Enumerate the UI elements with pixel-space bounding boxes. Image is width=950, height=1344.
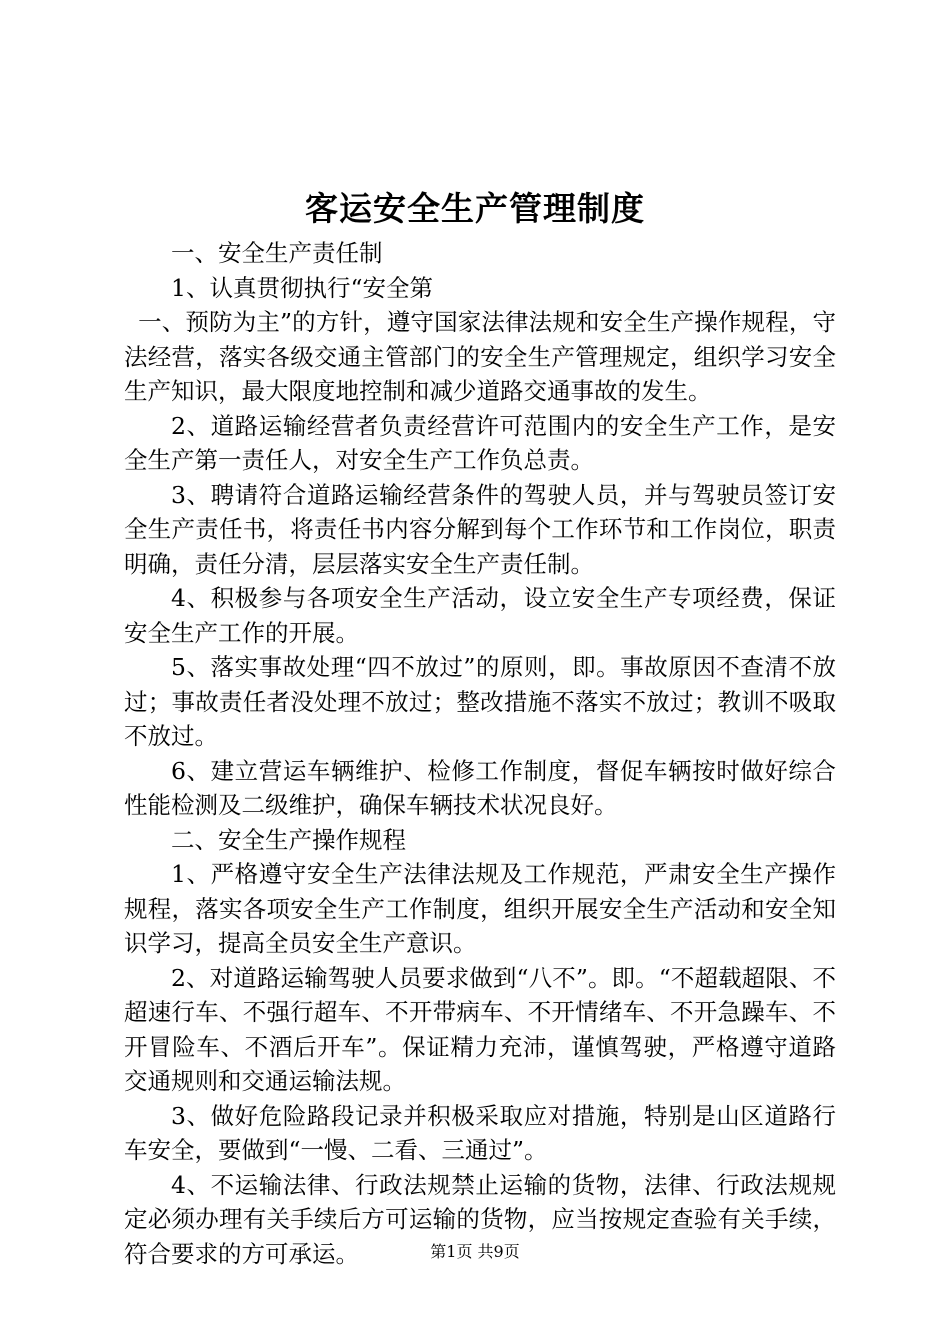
paragraph: 3、做好危险路段记录并积极采取应对措施，特别是山区道路行车安全，要做到“一慢、二看、三通过”。 [124,1101,836,1164]
paragraph: 2、道路运输经营者负责经营许可范围内的安全生产工作，是安全生产第一责任人，对安全生产工作负总责。 [124,411,836,474]
paragraph: 1、认真贯彻执行“安全第 [171,273,433,302]
page-number: 第1页 共9页 [430,1242,520,1261]
document-title: 客运安全生产管理制度 [305,189,645,228]
paragraph: 4、不运输法律、行政法规禁止运输的货物，法律、行政法规规定必须办理有关手续后方可运输的货物，应当按规定查验有关手续，符合要求的方可承运。 [124,1170,836,1268]
section-heading-1: 一、安全生产责任制 [171,239,383,267]
paragraph: 一、预防为主”的方针，遵守国家法律法规和安全生产操作规程，守法经营，落实各级交通主管部门的安全生产管理规定，组织学习安全生产知识，最大限度地控制和减少道路交通事故的发生。 [124,308,836,405]
paragraph: 1、严格遵守安全生产法律法规及工作规范，严肃安全生产操作规程，落实各项安全生产工作制度，组织开展安全生产活动和安全知识学习，提高全员安全生产意识。 [124,860,836,957]
document-body [124,236,836,1271]
paragraph: 6、建立营运车辆维护、检修工作制度，督促车辆按时做好综合性能检测及二级维护，确保车辆技术状况良好。 [124,756,836,819]
paragraph: 3、聘请符合道路运输经营条件的驾驶人员，并与驾驶员签订安全生产责任书，将责任书内容分解到每个工作环节和工作岗位，职责明确，责任分清，层层落实安全生产责任制。 [124,480,836,578]
paragraph: 4、积极参与各项安全生产活动，设立安全生产专项经费，保证安全生产工作的开展。 [124,584,836,647]
section-heading-2: 二、安全生产操作规程 [171,825,406,854]
paragraph: 5、落实事故处理“四不放过”的原则，即。事故原因不查清不放过；事故责任者没处理不放过；整改措施不落实不放过；教训不吸取不放过。 [124,653,836,750]
paragraph: 2、对道路运输驾驶人员要求做到“八不”。即。“不超载超限、不超速行车、不强行超车、不开带病车、不开情绪车、不开急躁车、不开冒险车、不酒后开车”。保证精力充沛，谨慎驾驶，严格遵守道路交通规则和交通运输法规。 [124,963,836,1095]
